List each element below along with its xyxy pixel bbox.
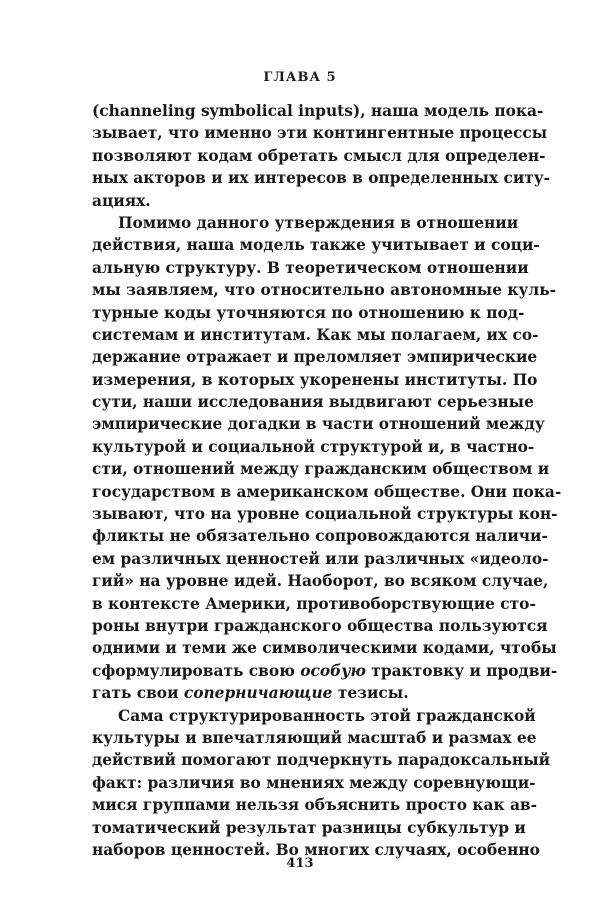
body-text <box>92 100 562 861</box>
text-line: эмпирические догадки в части отношений между <box>92 415 545 434</box>
italic-emphasis: соперничающие <box>183 684 333 703</box>
text-line: мися группами нельзя объяснить просто как ав- <box>92 796 538 815</box>
paragraph-start-line: Помимо данного утверждения в отношении <box>118 213 519 232</box>
text-line: сформулировать свою особую трактовку и продви- <box>92 661 558 680</box>
text-line: мы заявляем, что относительно автономные куль- <box>92 281 557 300</box>
text-line: зывает, что именно эти контингентные процессы <box>92 124 548 143</box>
text-line: действия, наша модель также учитывает и соци- <box>92 236 540 255</box>
text-line: сути, наши исследования выдвигают серьезные <box>92 393 534 412</box>
text-line: (channeling symbolical inputs), наша модель пока- <box>92 102 544 120</box>
paragraph-start-line: Сама структурированность этой гражданской <box>118 706 536 725</box>
text-line: культуры и впечатляющий масштаб и размах ее <box>92 728 537 747</box>
text-line: позволяют кодам обретать смысл для определен- <box>92 146 546 165</box>
text-line: роны внутри гражданского общества пользуются <box>92 616 548 635</box>
text-line: держание отражает и преломляет эмпирические <box>92 348 538 367</box>
text-line: зывают, что на уровне социальной структуры кон- <box>92 505 558 524</box>
text-line: культурой и социальной структурой и, в частно- <box>92 437 535 456</box>
text-line: действий помогают подчеркнуть парадоксальный <box>92 751 551 770</box>
text-line: ациях. <box>92 191 151 210</box>
text-line: измерения, в которых укоренены институты. По <box>92 370 538 389</box>
text-line: гать свои соперничающие тезисы. <box>92 684 409 703</box>
italic-emphasis: особую <box>300 661 366 680</box>
text-line: турные коды уточняются по отношению к под- <box>92 303 525 322</box>
text-line: ных акторов и их интересов в определенных ситу- <box>92 169 551 188</box>
page-number: 413 <box>286 856 314 871</box>
text-line: гий» на уровне идей. Наоборот, во всяком случае, <box>92 572 549 591</box>
text-line: в контексте Америки, противоборствующие сто- <box>92 594 536 613</box>
text-line: факт: различия во мнениях между соревнующи- <box>92 773 536 792</box>
text-line: государством в американском обществе. Они пока- <box>92 482 562 501</box>
text-line: наборов ценностей. Во многих случаях, особенно <box>92 840 540 859</box>
text-line: сти, отношений между гражданским обществом и <box>92 460 550 479</box>
chapter-header: ГЛАВА 5 <box>263 70 337 85</box>
text-line: фликты не обязательно сопровождаются наличи- <box>92 527 548 546</box>
text-line: системам и институтам. Как мы полагаем, их со- <box>92 325 539 344</box>
text-line: альную структуру. В теоретическом отношении <box>92 258 529 277</box>
text-line: томатический результат разницы субкультур и <box>92 818 526 837</box>
text-line: ем различных ценностей или различных «идеоло- <box>92 549 549 568</box>
text-line: одними и теми же символическими кодами, чтобы <box>92 639 557 658</box>
